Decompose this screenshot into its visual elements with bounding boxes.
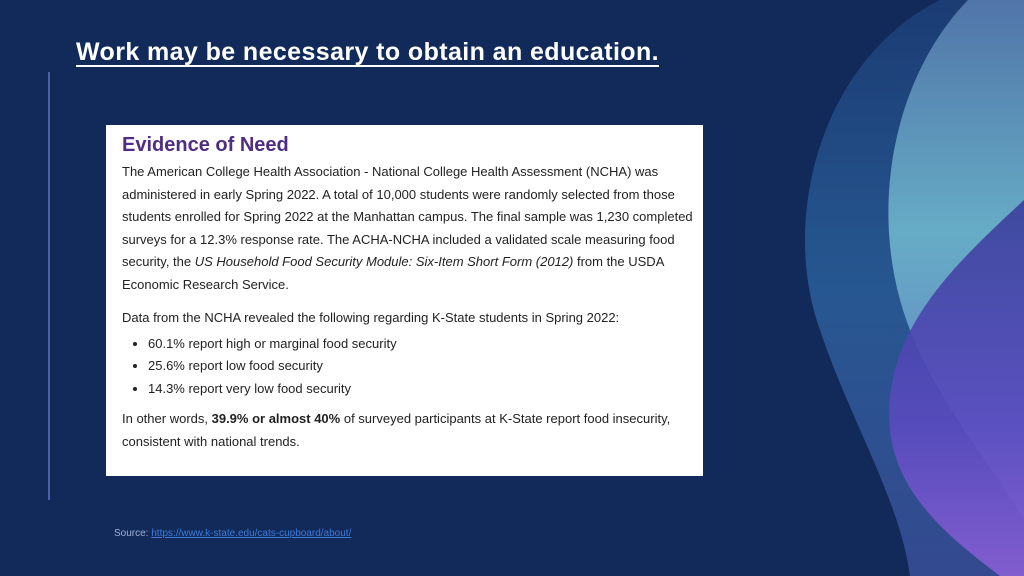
findings-list: [122, 333, 703, 401]
list-item: • 60.1% report high or marginal food security: [148, 333, 703, 356]
highlight-statistic: 39.9% or almost 40%: [211, 411, 341, 426]
source-label: Source:: [114, 528, 152, 539]
paragraph-2: Data from the NCHA revealed the following regarding K-State students in Spring 2022:: [122, 310, 620, 325]
evidence-panel: [106, 125, 703, 476]
paragraph-1-line-5: [122, 251, 703, 274]
list-item: • 25.6% report low food security: [148, 355, 703, 378]
paragraph-3-line-2: consistent with national trends.: [122, 433, 300, 449]
paragraph-3-end: of surveyed participants at K-State report food insecurity,: [340, 411, 671, 426]
paragraph-1-line-1: The American College Health Association - National College Health Assessment (NCHA) was: [122, 164, 659, 179]
source-citation: [114, 528, 351, 539]
line-5-start: security, the: [122, 254, 195, 269]
paragraph-1-line-4: surveys for a 12.3% response rate. The ACHA-NCHA included a validated scale measuring food: [122, 231, 675, 247]
survey-module-name: US Household Food Security Module: Six-Item Short Form (2012): [194, 254, 574, 269]
paragraph-1-line-3: students enrolled for Spring 2022 at the Manhattan campus. The final sample was 1,230 completed: [122, 209, 693, 224]
paragraph-3-start: In other words,: [122, 411, 212, 426]
vertical-divider: [48, 72, 50, 500]
slide-title: Work may be necessary to obtain an education.: [76, 38, 659, 66]
line-5-end: from the USDA: [573, 254, 665, 269]
paragraph-1-line-6: Economic Research Service.: [122, 276, 289, 292]
source-link[interactable]: https://www.k-state.edu/cats-cupboard/about/: [151, 528, 352, 539]
paragraph-3-line-1: [122, 408, 703, 431]
panel-heading: Evidence of Need: [122, 134, 289, 156]
list-item: • 14.3% report very low food security: [148, 378, 703, 401]
paragraph-1-line-2: administered in early Spring 2022. A total of 10,000 students were randomly selected from those: [122, 186, 675, 202]
